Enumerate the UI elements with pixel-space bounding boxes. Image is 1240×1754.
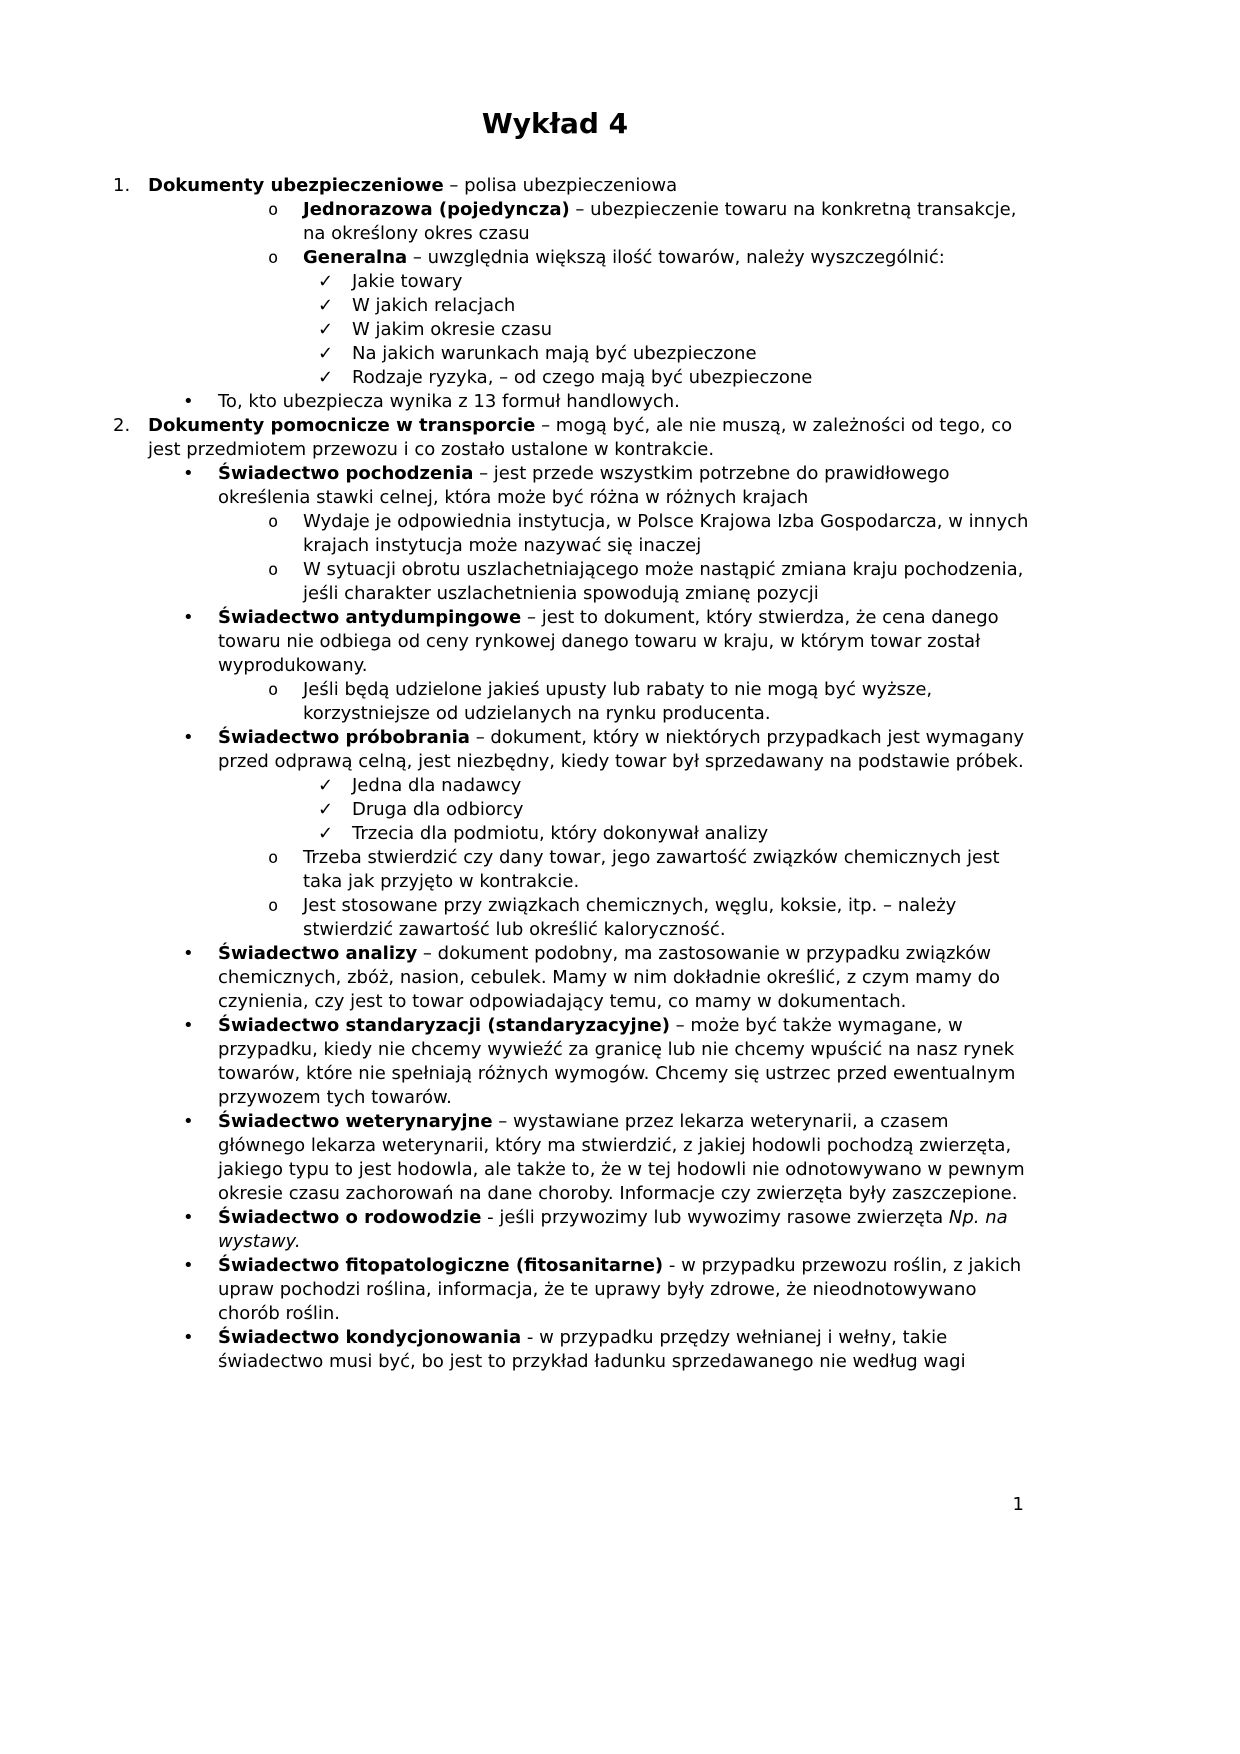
item-text	[218, 1326, 1040, 1374]
item-bold-lead: Dokumenty pomocnicze w transporcie	[148, 415, 536, 436]
item-body: W jakich relacjach	[352, 295, 516, 316]
checkmark-icon: ✓	[318, 799, 334, 820]
list-item	[0, 366, 1040, 390]
item-text	[148, 174, 1040, 198]
bullet-icon: •	[183, 1111, 194, 1132]
item-text	[218, 606, 1040, 678]
bullet-icon: •	[183, 391, 194, 412]
item-bold-lead: Świadectwo o rodowodzie	[218, 1207, 482, 1228]
item-body: – mogą być, ale nie muszą, w zależności od tego, co jest przedmiotem przewozu i co zostało ustalone w kontrakcie.	[148, 415, 1013, 460]
checkmark-icon: ✓	[318, 775, 334, 796]
list-item	[0, 942, 1040, 1014]
item-body: W sytuacji obrotu uszlachetniającego może nastąpić zmiana kraju pochodzenia, jeśli charakter uszlachetnienia spowodują zmianę pozycji	[303, 559, 1024, 604]
item-text	[218, 942, 1040, 1014]
item-bold-lead: Generalna	[303, 247, 408, 268]
item-body: Jeśli będą udzielone jakieś upusty lub rabaty to nie mogą być wyższe, korzystniejsze od udzielanych na rynku producenta.	[303, 679, 933, 724]
checkmark-icon: ✓	[318, 271, 334, 292]
item-text	[148, 414, 1040, 462]
list-item	[0, 846, 1040, 894]
item-bold-lead: Świadectwo antydumpingowe	[218, 607, 522, 628]
item-italic: Np. na wystawy.	[218, 1207, 1008, 1252]
bullet-icon: •	[183, 727, 194, 748]
list-item	[0, 342, 1040, 366]
item-body: - jeśli przywozimy lub wywozimy rasowe zwierzęta	[481, 1207, 949, 1228]
item-body: Druga dla odbiorcy	[352, 799, 524, 820]
list-item	[0, 318, 1040, 342]
item-text	[218, 390, 1040, 414]
bullet-icon: •	[183, 607, 194, 628]
checkmark-icon: ✓	[318, 367, 334, 388]
list-item	[0, 1254, 1040, 1326]
circle-bullet-icon: o	[268, 248, 279, 268]
page-title: Wykład 4	[481, 107, 629, 140]
item-bold-lead: Jednorazowa (pojedyncza)	[303, 199, 570, 220]
circle-bullet-icon: o	[268, 512, 279, 532]
item-body: – dokument podobny, ma zastosowanie w przypadku związków chemicznych, zbóż, nasion, cebulek. Mamy w nim dokładnie określić, z czym mamy do czynienia, czy jest to towar odpowiadający temu, co mamy w dokumentach.	[218, 943, 1001, 1012]
list-item	[0, 270, 1040, 294]
list-item	[0, 294, 1040, 318]
item-text	[352, 822, 1040, 846]
item-text	[352, 342, 1040, 366]
item-bold-lead: Świadectwo weterynaryjne	[218, 1111, 493, 1132]
item-body: Trzecia dla podmiotu, który dokonywał analizy	[352, 823, 769, 844]
checkmark-icon: ✓	[318, 295, 334, 316]
item-bold-lead: Świadectwo pochodzenia	[218, 463, 474, 484]
item-body: – jest przede wszystkim potrzebne do prawidłowego określenia stawki celnej, która może być różna w różnych krajach	[218, 463, 950, 508]
circle-bullet-icon: o	[268, 200, 279, 220]
item-body: – polisa ubezpieczeniowa	[443, 175, 678, 196]
item-body: – ubezpieczenie towaru na konkretną transakcje, na określony okres czasu	[303, 199, 1017, 244]
item-text	[352, 270, 1040, 294]
list-item	[0, 726, 1040, 774]
item-text	[303, 894, 1040, 942]
item-body: W jakim okresie czasu	[352, 319, 553, 340]
item-body: - w przypadku przędzy wełnianej i wełny, takie świadectwo musi być, bo jest to przykład ładunku sprzedawanego nie według wagi	[218, 1327, 966, 1372]
item-body: Na jakich warunkach mają być ubezpieczone	[352, 343, 757, 364]
item-bold-lead: Świadectwo analizy	[218, 943, 418, 964]
list-item	[0, 1326, 1040, 1374]
item-text	[218, 1254, 1040, 1326]
checkmark-icon: ✓	[318, 319, 334, 340]
bullet-icon: •	[183, 1255, 194, 1276]
item-text	[218, 1014, 1040, 1110]
list-item	[0, 774, 1040, 798]
item-bold-lead: Świadectwo kondycjonowania	[218, 1327, 522, 1348]
list-item	[0, 390, 1040, 414]
item-text	[352, 798, 1040, 822]
circle-bullet-icon: o	[268, 848, 279, 868]
list-item	[0, 1206, 1040, 1254]
list-item	[0, 174, 1040, 198]
bullet-icon: •	[183, 1327, 194, 1348]
item-text	[352, 774, 1040, 798]
circle-bullet-icon: o	[268, 896, 279, 916]
item-bold-lead: Świadectwo próbobrania	[218, 727, 470, 748]
list-item	[0, 198, 1040, 246]
item-body: – może być także wymagane, w przypadku, kiedy nie chcemy wywieźć za granicę lub nie chcemy wpuścić na nasz rynek towarów, które nie spełniają różnych wymogów. Chcemy się ustrzec przed ewentualnym przywozem tych towarów.	[218, 1015, 1016, 1108]
item-bold-lead: Dokumenty ubezpieczeniowe	[148, 175, 444, 196]
bullet-icon: •	[183, 943, 194, 964]
item-body: - w przypadku przewozu roślin, z jakich upraw pochodzi roślina, informacja, że te uprawy były zdrowe, że nieodnotowywano chorób roślin.	[218, 1255, 1022, 1324]
circle-bullet-icon: o	[268, 560, 279, 580]
item-text	[303, 558, 1040, 606]
list-item	[0, 1014, 1040, 1110]
item-body: Rodzaje ryzyka, – od czego mają być ubezpieczone	[352, 367, 813, 388]
item-bold-lead: Świadectwo fitopatologiczne (fitosanitarne)	[218, 1255, 664, 1276]
page-number: 1	[1012, 1494, 1024, 1515]
bullet-icon: •	[183, 1015, 194, 1036]
list-item	[0, 558, 1040, 606]
list-item	[0, 414, 1040, 462]
item-text	[218, 462, 1040, 510]
number-marker: 2.	[113, 415, 131, 436]
list-item	[0, 678, 1040, 726]
list-item	[0, 606, 1040, 678]
document-list	[0, 174, 1240, 1374]
item-body: To, kto ubezpiecza wynika z 13 formuł handlowych.	[218, 391, 680, 412]
item-body: – wystawiane przez lekarza weterynarii, a czasem głównego lekarza weterynarii, który ma stwierdzić, z jakiej hodowli pochodzą zwierzęta, jakiego typu to jest hodowla, ale także to, że w tej hodowli nie odnotowywano w pewnym okresie czasu zachorowań na dane choroby. Informacje czy zwierzęta były zaszczepione.	[218, 1111, 1025, 1204]
list-item	[0, 822, 1040, 846]
item-text	[303, 846, 1040, 894]
number-marker: 1.	[113, 175, 131, 196]
list-item	[0, 1110, 1040, 1206]
bullet-icon: •	[183, 1207, 194, 1228]
item-text	[303, 198, 1040, 246]
item-body: Jest stosowane przy związkach chemicznych, węglu, koksie, itp. – należy stwierdzić zawartość lub określić kaloryczność.	[303, 895, 957, 940]
item-body: Jedna dla nadawcy	[352, 775, 522, 796]
item-body: – dokument, który w niektórych przypadkach jest wymagany przed odprawą celną, jest niezbędny, kiedy towar był sprzedawany na podstawie próbek.	[218, 727, 1025, 772]
item-text	[352, 366, 1040, 390]
list-item	[0, 462, 1040, 510]
item-bold-lead: Świadectwo standaryzacji (standaryzacyjne)	[218, 1015, 670, 1036]
item-body: Trzeba stwierdzić czy dany towar, jego zawartość związków chemicznych jest taka jak przyjęto w kontrakcie.	[303, 847, 1000, 892]
item-text	[303, 678, 1040, 726]
item-text	[352, 294, 1040, 318]
item-text	[303, 510, 1040, 558]
bullet-icon: •	[183, 463, 194, 484]
item-text	[352, 318, 1040, 342]
item-text	[218, 726, 1040, 774]
item-body: Wydaje je odpowiednia instytucja, w Polsce Krajowa Izba Gospodarcza, w innych krajach instytucja może nazywać się inaczej	[303, 511, 1029, 556]
circle-bullet-icon: o	[268, 680, 279, 700]
list-item	[0, 798, 1040, 822]
item-text	[218, 1206, 1040, 1254]
item-body: – jest to dokument, który stwierdza, że cena danego towaru nie odbiega od ceny rynkowej danego towaru w kraju, w którym towar został wyprodukowany.	[218, 607, 999, 676]
item-text	[218, 1110, 1040, 1206]
checkmark-icon: ✓	[318, 823, 334, 844]
item-body: – uwzględnia większą ilość towarów, należy wyszczególnić:	[407, 247, 945, 268]
list-item	[0, 246, 1040, 270]
item-text	[303, 246, 1040, 270]
list-item	[0, 510, 1040, 558]
list-item	[0, 894, 1040, 942]
checkmark-icon: ✓	[318, 343, 334, 364]
item-body: Jakie towary	[352, 271, 463, 292]
